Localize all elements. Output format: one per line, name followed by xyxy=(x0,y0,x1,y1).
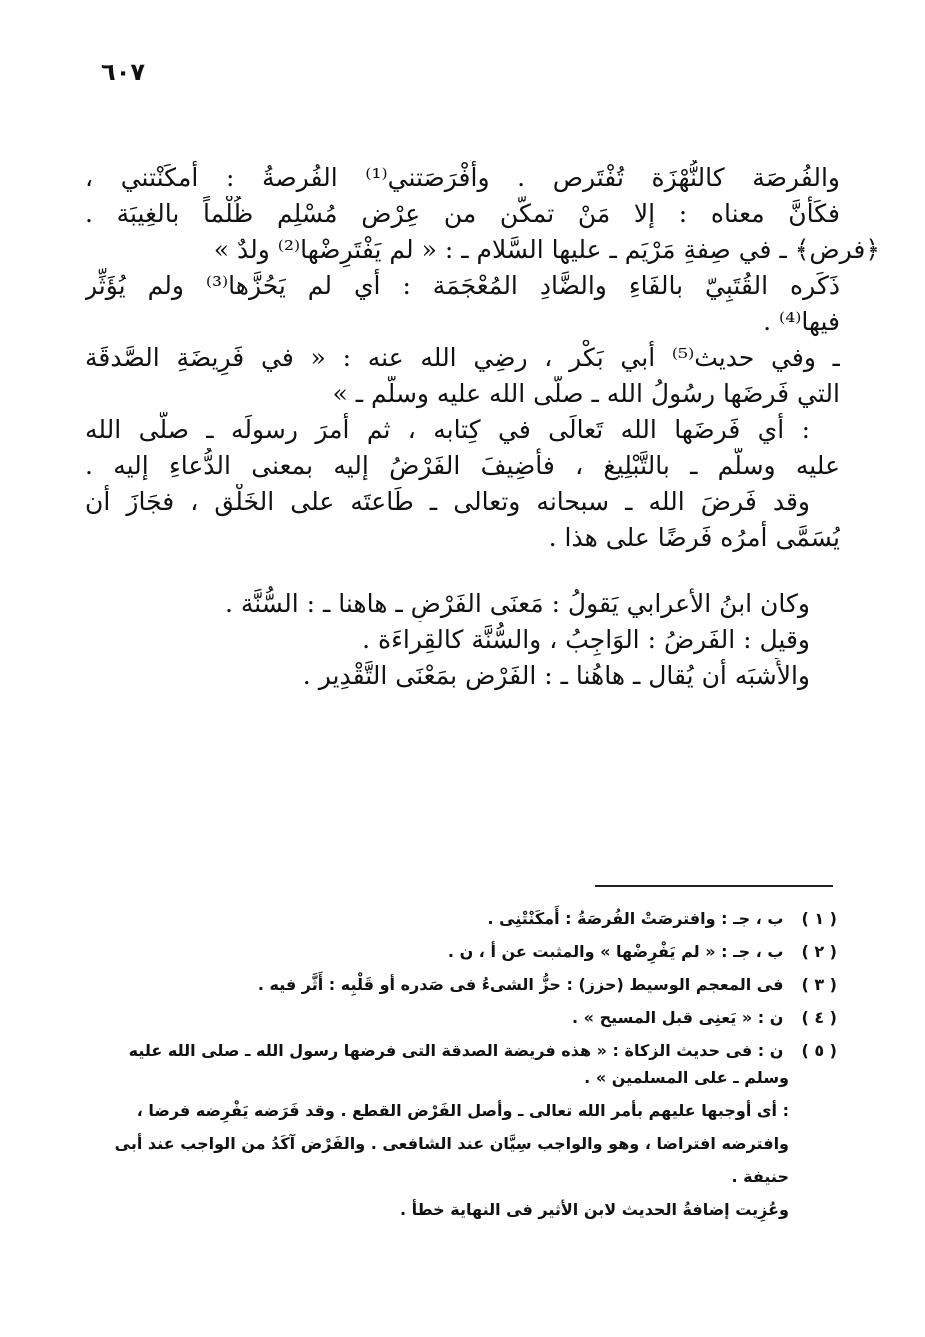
body-line-14: والأَشبَه أن يُقال ـ هاهُنا ـ : الفَرْض بمَعْنَى التَّقْدِير . xyxy=(302,661,810,690)
footnote-5-note-line-3: حنيفة . xyxy=(731,1167,789,1186)
body-line-1: والفُرصَة كالنُّهْزَة تُفْتَرص . وأَفْرَصَتني⁽¹⁾ الفُرصةُ : أمكَنْتني ، xyxy=(85,163,840,192)
footnote-4 xyxy=(97,1004,837,1031)
body-line-6: ـ وفي حديث⁽⁵⁾ أَبي بَكْر ، رضِي الله عنه : « في فَرِيضَةِ الصَّدقَة xyxy=(85,343,840,372)
footnote-3 xyxy=(97,971,837,998)
footnote-2 xyxy=(97,938,837,965)
body-line-8: : أي فَرضَها الله تَعالَى في كِتابه ، ثم أَمرَ رسولَه ـ صلّى الله xyxy=(85,415,810,444)
footnote-5-note-line-4: وعُزِيت إضافةُ الحديث لابن الأثير فى النهاية خطأ . xyxy=(399,1200,789,1219)
footnote-text: فى المعجم الوسيط (حزز) : حزُّ الشىءُ فى صَدره أو قَلْبِه : أَثَّر فيه . xyxy=(257,975,784,994)
footnote-number: ( ١ ) xyxy=(801,909,837,928)
body-line-12: وكان ابنُ الأعرابي يَقولُ : مَعنَى الفَرْضِ ـ هاهنا ـ : السُّنَّة . xyxy=(224,589,810,618)
footnote-text: ن : « يَعنِى قبل المسيح » . xyxy=(572,1008,784,1027)
main-text xyxy=(85,160,880,694)
footnote-text: ب ، جـ : وافترصَتْ الفُرصَةُ : أَمكَنْتْنِى . xyxy=(487,909,784,928)
body-line-5: فيها⁽⁴⁾ . xyxy=(763,307,840,336)
paragraph-gap xyxy=(85,556,840,586)
body-line-13: وقيل : الفَرضُ : الوَاجِبُ ، والسُّنَّة كالقِراءَة . xyxy=(362,625,810,654)
footnote-number: ( ٤ ) xyxy=(801,1008,837,1027)
footnote-number: ( ٣ ) xyxy=(801,975,837,994)
footnote-text: ب ، جـ : « لم يَفْرِضْها » والمثبت عن أ ، ن . xyxy=(447,942,784,961)
footnote-5-note-line-2: وافترضه افتراضا ، وهو والواجب سِيَّان عند الشافعى . والفَرْض آكَدُ من الواجب عند أبى xyxy=(114,1134,789,1153)
footnote-5-note-line-1: : أى أوجبها عليهم بأمر الله تعالى ـ وأصل الفَرْض القطع . وقد فَرَضه يَفْرِضه فرضا ، xyxy=(136,1101,789,1120)
page-number: ٦٠٧ xyxy=(101,58,145,86)
body-line-10: وقد فَرضَ الله ـ سبحانه وتعالى ـ طَاعتَه على الخَلْق ، فجَازَ أن xyxy=(85,487,810,516)
footnote-number: ( ٥ ) xyxy=(801,1041,837,1060)
entry-heading-fard: ﴿فرض﴾ ـ في صِفةِ مَرْيَم ـ عليها السَّلام ـ : « لم يَفْتَرِضْها⁽²⁾ ولدٌ » xyxy=(213,235,880,264)
footnote-5-continuation: وسلم ـ على المسلمين » . xyxy=(584,1068,789,1087)
footnote-number: ( ٢ ) xyxy=(801,942,837,961)
footnote-separator xyxy=(595,885,833,887)
footnotes xyxy=(97,905,837,1229)
footnote-1 xyxy=(97,905,837,932)
footnote-5 xyxy=(97,1037,837,1064)
body-line-4: ذَكَره القُتَبِيّ بالفَاءِ والضَّادِ المُعْجَمَة : أي لم يَحُزَّها⁽³⁾ ولم يُؤَثِّر xyxy=(85,271,840,300)
body-line-11: يُسَمَّى أَمرُه فَرضًا على هذا . xyxy=(548,523,840,552)
body-line-9: عليه وسلّم ـ بالتَّبْلِيغ ، فأُضِيفَ الفَرْضُ إليه بمعنى الدُّعاءِ إليه . xyxy=(85,451,840,480)
body-line-7: التي فَرضَها رسُولُ الله ـ صلَّى الله عليه وسلَّم ـ » xyxy=(332,379,840,408)
body-line-2: فكَأَنَّ معناه : إلا مَنْ تمكَّن من عِرْض مُسْلِم ظُلْماً بالغِيبَة . xyxy=(85,199,840,228)
footnote-text: ن : فى حديث الزكاة : « هذه فريضة الصدقة التى فرضها رسول الله ـ صلى الله عليه xyxy=(128,1041,784,1060)
